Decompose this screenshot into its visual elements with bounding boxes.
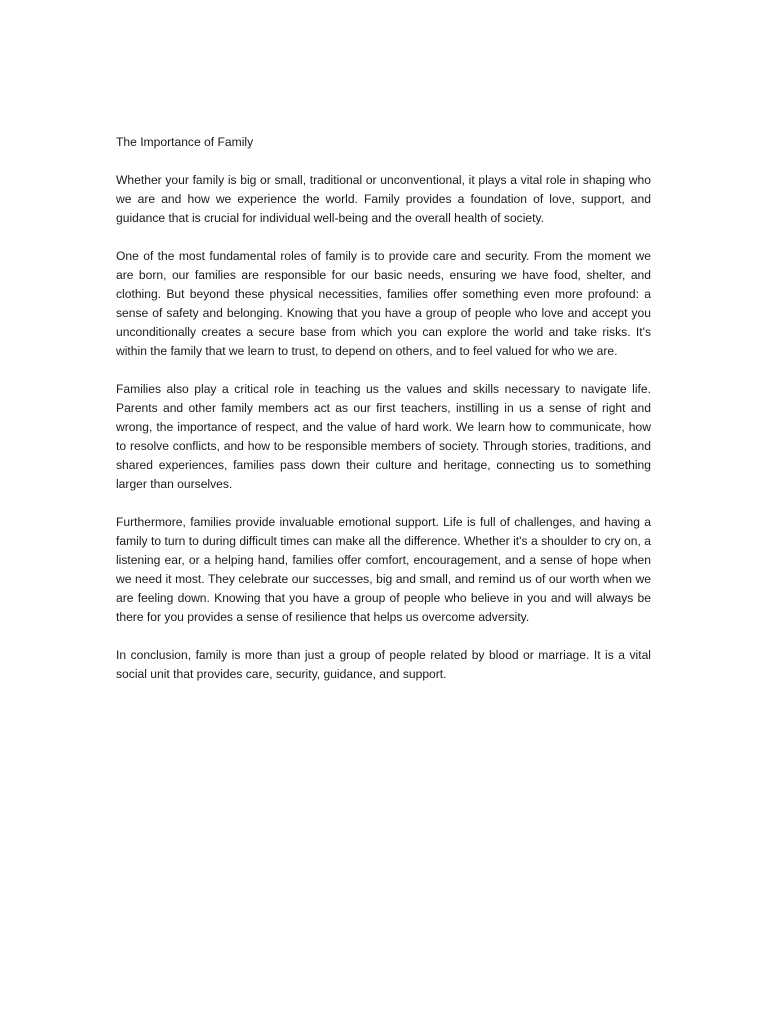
document-body — [116, 133, 651, 703]
document-title: The Importance of Family — [116, 135, 254, 149]
paragraph-4: Furthermore, families provide invaluable emotional support. Life is full of challenges, and having a family to turn to during difficult times can make all the difference. Whether it's a shoulder to cry on, a listening ear, or a helping hand, families offer comfort, encouragement, and a sense of hope when we need it most. They celebrate our successes, big and small, and remind us of our worth when we are feeling down. Knowing that you have a group of people who believe in you and will always be there for you provides a sense of resilience that helps us overcome adversity. — [116, 515, 651, 624]
paragraph-5: In conclusion, family is more than just a group of people related by blood or marriage. It is a vital social unit that provides care, security, guidance, and support. — [116, 648, 651, 681]
paragraph-3: Families also play a critical role in teaching us the values and skills necessary to navigate life. Parents and other family members act as our first teachers, instilling in us a sense of right and wrong, the importance of respect, and the value of hard work. We learn how to communicate, how to resolve conflicts, and how to be responsible members of society. Through stories, traditions, and shared experiences, families pass down their culture and heritage, connecting us to something larger than ourselves. — [116, 382, 651, 491]
paragraph-2: One of the most fundamental roles of family is to provide care and security. From the moment we are born, our families are responsible for our basic needs, ensuring we have food, shelter, and clothing. But beyond these physical necessities, families offer something even more profound: a sense of safety and belonging. Knowing that you have a group of people who love and accept you unconditionally creates a secure base from which you can explore the world and take risks. It's within the family that we learn to trust, to depend on others, and to feel valued for who we are. — [116, 249, 651, 358]
paragraph-1: Whether your family is big or small, traditional or unconventional, it plays a vital role in shaping who we are and how we experience the world. Family provides a foundation of love, support, and guidance that is crucial for individual well-being and the overall health of society. — [116, 173, 651, 225]
